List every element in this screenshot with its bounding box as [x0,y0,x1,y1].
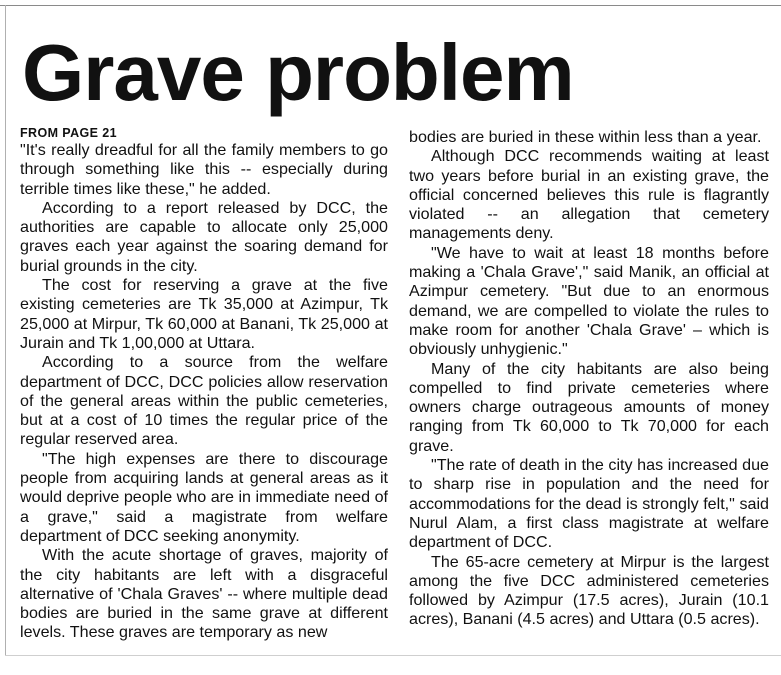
paragraph: The cost for reserving a grave at the five existing cemeteries are Tk 35,000 at Azimpur, Tk 25,000 at Mirpur, Tk 60,000 at Banani, Tk 25,000 at Jurain and Tk 1,00,000 at Uttara. [20,276,388,352]
paragraph: bodies are buried in these within less than a year. [409,128,762,146]
article-column-right [409,128,769,630]
paragraph: According to a source from the welfare department of DCC, DCC policies allow reservation of the general areas within the public cemeteries, but at a cost of 10 times the regular price of the regular reserved area. [20,353,388,449]
bottom-rule [5,655,781,656]
paragraph: Many of the city habitants are also being compelled to find private cemeteries where owners charge outrageous amounts of money ranging from Tk 60,000 to Tk 70,000 for each grave. [409,359,769,455]
paragraph: "The rate of death in the city has increased due to sharp rise in population and the need for accommodations for the dead is strongly felt," said Nurul Alam, a first class magistrate at welfare department of DCC. [409,456,769,552]
article-column-left [20,126,388,643]
paragraph: With the acute shortage of graves, majority of the city habitants are left with a disgraceful alternative of 'Chala Graves' -- where multiple dead bodies are buried in the same grave at different levels. These graves are temporary as new [20,546,388,642]
left-rule [5,5,6,655]
paragraph: According to a report released by DCC, the authorities are capable to allocate only 25,000 graves each year against the soaring demand for burial grounds in the city. [20,198,388,275]
paragraph: Although DCC recommends waiting at least two years before burial in an existing grave, the official concerned believes this rule is flagrantly violated -- an allegation that cemetery managements deny. [409,147,769,243]
paragraph: The 65-acre cemetery at Mirpur is the largest among the five DCC administered cemeteries followed by Azimpur (17.5 acres), Jurain (10.1 acres), Banani (4.5 acres) and Uttara (0.5 acres). [409,552,769,629]
paragraph: "The high expenses are there to discourage people from acquiring lands at general areas as it would deprive people who are in immediate need of a grave," said a magistrate from welfare department of DCC seeking anonymity. [20,449,388,545]
paragraph: "We have to wait at least 18 months before making a 'Chala Grave'," said Manik, an official at Azimpur cemetery. "But due to an enormous demand, we are compelled to violate the rules to make room for another 'Chala Grave' – which is obviously unhygienic." [409,243,769,359]
paragraph: "It's really dreadful for all the family members to go through something like this -- especially during terrible times like these," he added. [20,141,388,198]
headline: Grave problem [22,28,574,117]
jump-line: FROM PAGE 21 [20,126,117,140]
top-rule [0,5,781,6]
